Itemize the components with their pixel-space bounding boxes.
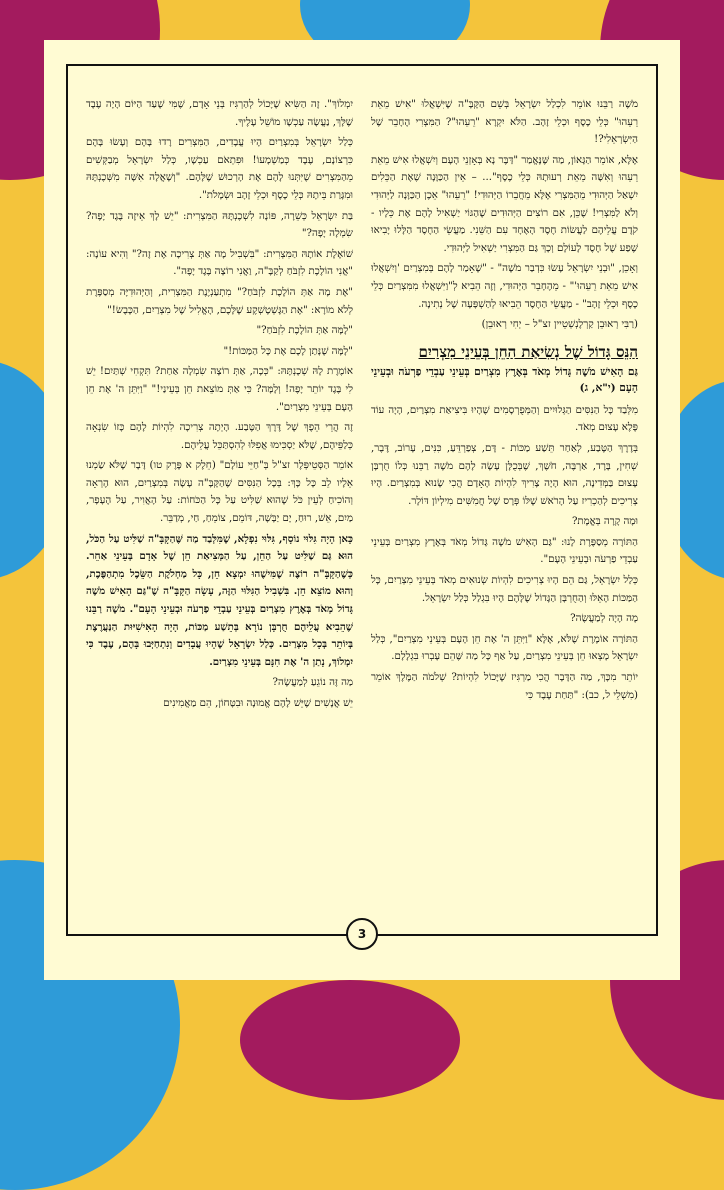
page-frame — [44, 40, 680, 980]
paragraph: בְּדֶרֶךְ הַטֶּבַע, לְאַחַר תֵּשַׁע מַכּוֹת - דָּם, צְפַרְדֵּעַ, כִּנִּים, עָרוֹב, דֶּבֶר, שְׁחִין, בָּרָד, אַרְבֶּה, חֹשֶׁךְ, שֶׁבְּכֻלָּן עָשָׂה לָהֶם מֹשֶׁה רַבֵּנוּ כְּלוֹ חֻרְבָּן עָצוּם בַּמְּדִינָה, הוּא הָיָה צָרִיךְ לִהְיוֹת הָאָדָם הֲכִי שָׂנוּא בְּמִצְרַיִם. הָיוּ צְרִיכִים לְהַכְרִיז עַל הָרֹאשׁ שֶׁלּוֹ פְּרָס שֶׁל חֲמִשִּׁים מִילְיוֹן דּוֹלָר. — [371, 442, 638, 507]
paragraph: שׁוֹאֶלֶת אוֹתָהּ הַמִּצְרִית: "בִּשְׁבִיל מָה אַתְּ צְרִיכָה אֶת זֶה?" וְהִיא עוֹנָה: "אֲנִי הוֹלֶכֶת לִזְבֹּחַ לְקַבָּ"ה, וַאֲנִי רוֹצָה בֶּגֶד יָפֶה". — [86, 248, 353, 278]
left-column — [86, 96, 353, 920]
paragraph-emphasis: כָּאן הָיָה גִּלּוּי נוֹסָף, גִּלּוּי נִפְלָא, שֶׁמִּלְּבַד מַה שֶּׁהַקָּבָּ"ה שַׁלִּיט עַל הַכֹּל, הוּא גַּם שַׁלִּיט עַל הַחֵן, עַל הַמְּצִיאַת חֵן שֶׁל אָדָם בְּעֵינֵי אַחֵר. כְּשֶׁהַקָּבָּ"ה רוֹצֶה שֶׁמִּישֶׁהוּ יִמְצָא חֵן, כָּל מַחְלֹקֶת הַשֵּׂכֶל מִתְהַפֶּכֶת, וְהוּא מוֹצֵא חֵן. בִּשְׁבִיל הַגִּלּוּי הַזֶּה, עָשָׂה הַקָּבָּ"ה שֶׁ"גַּם הָאִישׁ מֹשֶׁה גָּדוֹל מְאֹד בְּאֶרֶץ מִצְרַיִם בְּעֵינֵי עַבְדֵי פַרְעֹה וּבְעֵינֵי הָעָם". מֹשֶׁה רַבֵּנוּ שֶׁהֵבִיא עֲלֵיהֶם חֻרְבָּן נוֹרָא בְּתֵשַׁע מַכּוֹת, הָיָה הָאִישִׁיּוּת הַנַּעֲרֶצֶת בְּיוֹתֵר בְּכָל מִצְרַיִם. כְּלַל יִשְׂרָאֵל שֶׁהָיוּ עֲבָדִים וְנִתְחַיְּבוּ בָּהֶם, עֶבֶד כִּי יִמְלוֹךְ, נָתַן ה' אֶת חִנָּם בְּעֵינֵי מִצְרַיִם. — [86, 532, 353, 668]
paragraph: מֹשֶׁה רַבֵּנוּ אוֹמֵר לִכְלַל יִשְׂרָאֵל בְּשֵׁם הַקָּבָּ"ה שֶׁיִּשְׁאֲלוּ "אִישׁ מֵאֵת רֵעֵהוּ" כְּלֵי כֶסֶף וּכְלֵי זָהָב. הַלֹּא יִקְרָא "רֵעֵהוּ"? הַמִּצְרִי הֶחָבֵר שֶׁל הַיִּשְׂרְאֵלִי?! — [371, 99, 638, 146]
paragraph: "אֶת מָה אַתְּ הוֹלֶכֶת לִזְבֹּחַ?" מִתְעַנְיֶנֶת הַמִּצְרִית, וְהַיְּהוּדִיָּה מְסַפֶּרֶת לְלֹא מוֹרָא: "אֶת הַגֶּשְׁטֶשְׁקֶע שֶׁלָּכֶם, הָאֱלִיל שֶׁל מִצְרַיִם, הַכֶּבֶשׂ!" — [86, 286, 353, 316]
paragraph: כְּלַל יִשְׂרָאֵל, גַּם הֵם הָיוּ צְרִיכִים לִהְיוֹת שְׂנוּאִים מְאֹד בְּעֵינֵי מִצְרַיִם, כָּל הַמַּכּוֹת הָאֵלּוּ וְהַחֻרְבָּן הַגָּדוֹל שֶׁלָּהֶם הָיוּ בִּגְלַל כְּלַל יִשְׂרָאֵל. — [371, 575, 638, 604]
paragraph: וּמָה קָרָה בְּאֱמֶת? — [571, 516, 638, 528]
paragraph: "לָמָּה שֶׁנָּתַן לָכֶם אֶת כָּל הַמַּכּוֹת!" — [223, 345, 353, 357]
paragraph: אוֹמֵר הַסְּטֵיפְּלֶר זצ"ל בְּ"חַיֵּי עוֹלָם" (חֵלֶק א פֶּרֶק טו) דָּבָר שֶׁלֹּא שַׂמְנוּ אֵלָיו לֵב כָּל כָּךְ: בְּכָל הַנִּסִּים שֶׁהַקָּבָּ"ה עָשָׂה בְּמִצְרַיִם, הוּא הֶרְאָה וְהוֹכִיחַ לְעֵין כֹּל שֶׁהוּא שַׁלִּיט עַל כָּל הַכֹּחוֹת: עַל הָאֲוִיר, עַל הֶעָפָר, מַיִם, אֵשׁ, רוּחַ, יָם יַבָּשָׁה, דּוֹמֵם, צוֹמֵחַ, חַי, מְדַבֵּר. — [86, 460, 353, 525]
section-subheading: גַּם הָאִישׁ מֹשֶׁה גָּדוֹל מְאֹד בְּאֶרֶץ מִצְרַיִם בְּעֵינֵי עַבְדֵי פַרְעֹה וּבְעֵינֵי הָעָם (י"א, ג) — [371, 365, 638, 394]
paragraph: יֵשׁ אֲנָשִׁים שֶׁיֵּשׁ לָהֶם אֱמוּנָה וּבִטָּחוֹן, הֵם מַאֲמִינִים — [163, 698, 353, 709]
paragraph: מֶה הָיָה לְמַעֲשֶׂה? — [570, 613, 638, 625]
paragraph: יוֹתֵר מִכָּךְ, מַה הַדָּבָר הֲכִי מַרְגִּיז שֶׁיָּכוֹל לִהְיוֹת? שְׁלֹמֹה הַמֶּלֶךְ אוֹמֵר (מִשְׁלֵי ל, כב): "תַּחַת עֶבֶד כִּי — [371, 672, 638, 701]
paragraph: בַּת יִשְׂרָאֵל כְּשֵׁרָה, פּוֹנָה לִשְׁכֶנְתָּהּ הַמִּצְרִית: "יֵשׁ לָךְ אֵיזֶה בֶּגֶד יָפֶה? שִׂמְלָה יָפָה?" — [86, 210, 353, 240]
text-columns — [86, 96, 638, 920]
paragraph: וְאָכֵן, "וּבְנֵי יִשְׂרָאֵל עָשׂוּ כִּדְבַר מֹשֶׁה" - "שֶׁאָמַר לָהֶם בְּמִצְרַיִם 'וְיִשְׁאֲלוּ אִישׁ מֵאֵת רֵעֵהוּ'" - מֵהֶחָבֵר הַיְּהוּדִי, וְזֶה הֵבִיא לְ"וַיִּשְׁאֲלוּ מִמִּצְרַיִם כְּלֵי כֶסֶף וּכְלֵי זָהָב" - מַעֲשֵׂי הַחֶסֶד הֵבִיאוּ לְהַשְׁפָּעָה שֶׁל נְתִינָה. — [371, 263, 638, 310]
paragraph: אוֹמֶרֶת לָהּ שְׁכֶנְתָּהּ: "כְּכָה, אַתְּ רוֹצָה שִׂמְלָה אַחַת? תִּקְחִי שְׁתַּיִם! יֵשׁ לִי בֶּגֶד יוֹתֵר יָפֶה! וְלָמָּה? כִּי אַתְּ מוֹצֵאת חֵן בְּעֵינַי!" "וַיִּתֵּן ה' אֶת חֵן הָעָם בְּעֵינֵי מִצְרַיִם". — [86, 366, 353, 413]
source-citation: (רַבִּי רְאוּבֵן קַרְלֶנְשְׁטֵיין זצ"ל – יְחִי רְאוּבֵן) — [481, 319, 638, 331]
paragraph: זֶה הֲרֵי הֵפֶךְ שֶׁל דֶּרֶךְ הַטֶּבַע. הָיְתָה צְרִיכָה לִהְיוֹת לָהֶם כָּזוֹ שִׂנְאָה כְּלַפֵּיהֶם, שֶׁלֹּא יַסְכִּימוּ אֲפִלּוּ לְהִסְתַּכֵּל עֲלֵיהֶם. — [86, 422, 353, 451]
decor-blob — [240, 980, 460, 1100]
paragraph: הַתּוֹרָה מְסַפֶּרֶת לָנוּ: "גַּם הָאִישׁ מֹשֶׁה גָּדוֹל מְאֹד בְּאֶרֶץ מִצְרַיִם בְּעֵינֵי עַבְדֵי פַרְעֹה וּבְעֵינֵי הָעָם". — [371, 536, 638, 566]
paragraph: כְּלַל יִשְׂרָאֵל בְּמִצְרַיִם הָיוּ עֲבָדִים, הַמִּצְרִים רָדוּ בָּהֶם וְעָשׂוּ בָּהֶם כִּרְצוֹנָם, עֶבֶד כְּמַשְׁמָעוֹ! וּפִתְאֹם עַכְשָׁו, כְּלַל יִשְׂרָאֵל מְבַקְּשִׁים מֵהַמִּצְרִים שֶׁיִּתְּנוּ לָהֶם אֶת הָרְכוּשׁ שֶׁלָּהֶם. "וְשָׁאֲלָה אִשָּׁה מִשְּׁכֶנְתָּהּ וּמִגָּרַת בֵּיתָהּ כְּלֵי כֶסֶף וּכְלֵי זָהָב וּשְׂמָלֹת". — [86, 137, 353, 201]
paragraph: "לָמָּה אַתְּ הוֹלֶכֶת לִזְבֹּחַ?" — [256, 325, 353, 337]
paragraph: יִמְלוֹךְ". זֶה הַשִּׂיא שֶׁיָּכוֹל לְהַרְגִּיז בְּנֵי אָדָם, שֶׁמִּי שֶׁעַד הַיּוֹם הָיָה עֶבֶד שֶׁלָּךְ, נַעֲשָׂה עַכְשָׁו מוֹשֵׁל עָלֶיךָ. — [86, 99, 353, 128]
paragraph: מִלְּבַד כָּל הַנִּסִּים הַגְּלוּיִים וְהַמְּפֻרְסָמִים שֶׁהָיוּ בִּיצִיאַת מִצְרַיִם, הָיָה עוֹד פֶּלֶא עָצוּם מְאֹד. — [371, 404, 638, 434]
right-column — [371, 96, 638, 920]
section-heading: הַנֵּס גָּדוֹל שֶׁל נְשִׂיאַת הַחֵן בְּעֵינֵי מִצְרַיִם — [418, 342, 638, 361]
content-border — [66, 64, 658, 941]
page-number: 3 — [346, 918, 378, 950]
paragraph: מַה זֶּה נוֹגֵעַ לְמַעֲשֶׂה? — [272, 677, 353, 689]
paragraph: אֶלָּא, אוֹמֵר הַגָּאוֹן, מַה שֶּׁנֶּאֱמַר "דַּבֶּר נָא בְּאָזְנֵי הָעָם וְיִשְׁאֲלוּ אִישׁ מֵאֵת רֵעֵהוּ וְאִשָּׁה מֵאֵת רְעוּתָהּ כְּלֵי כֶסֶף"... – אֵין הַכַּוָּנָה שֶׁאֶת הַכֵּלִים יִשְׁאַל הַיְּהוּדִי מֵהַמִּצְרִי אֶלָּא מֵחֲבֵרוֹ הַיְּהוּדִי! "רֵעֵהוּ" אֵכֶן הַכַּוָּנָה לַיְּהוּדִי וְלֹא לַמִּצְרִי! שֶׁכֵּן, אִם רוֹצִים הַיְּהוּדִים שֶׁהַגּוֹי יַשְׁאִיל לָהֶם אֶת כֵּלָיו - קֹדֶם עֲלֵיהֶם לַעֲשׂוֹת חֶסֶד הָאֶחָד עִם הַשֵּׁנִי. מַעֲשֵׂי הַחֶסֶד הַלָּלוּ יָבִיאוּ שֶׁפַע שֶׁל חֶסֶד לָעוֹלָם וְכָךְ גַּם הַמִּצְרִי יַשְׁאִיל לַיְּהוּדִי. — [371, 154, 638, 254]
paragraph: הַתּוֹרָה אוֹמֶרֶת שֶׁלֹּא, אֶלָּא "וַיִּתֵּן ה' אֶת חֵן הָעָם בְּעֵינֵי מִצְרַיִם", כְּלַל יִשְׂרָאֵל מָצְאוּ חֵן בְּעֵינֵי מִצְרַיִם, עַל אַף כָּל מַה שֶּׁהֵם עָבְרוּ בִּגְלָלָם. — [371, 633, 638, 663]
